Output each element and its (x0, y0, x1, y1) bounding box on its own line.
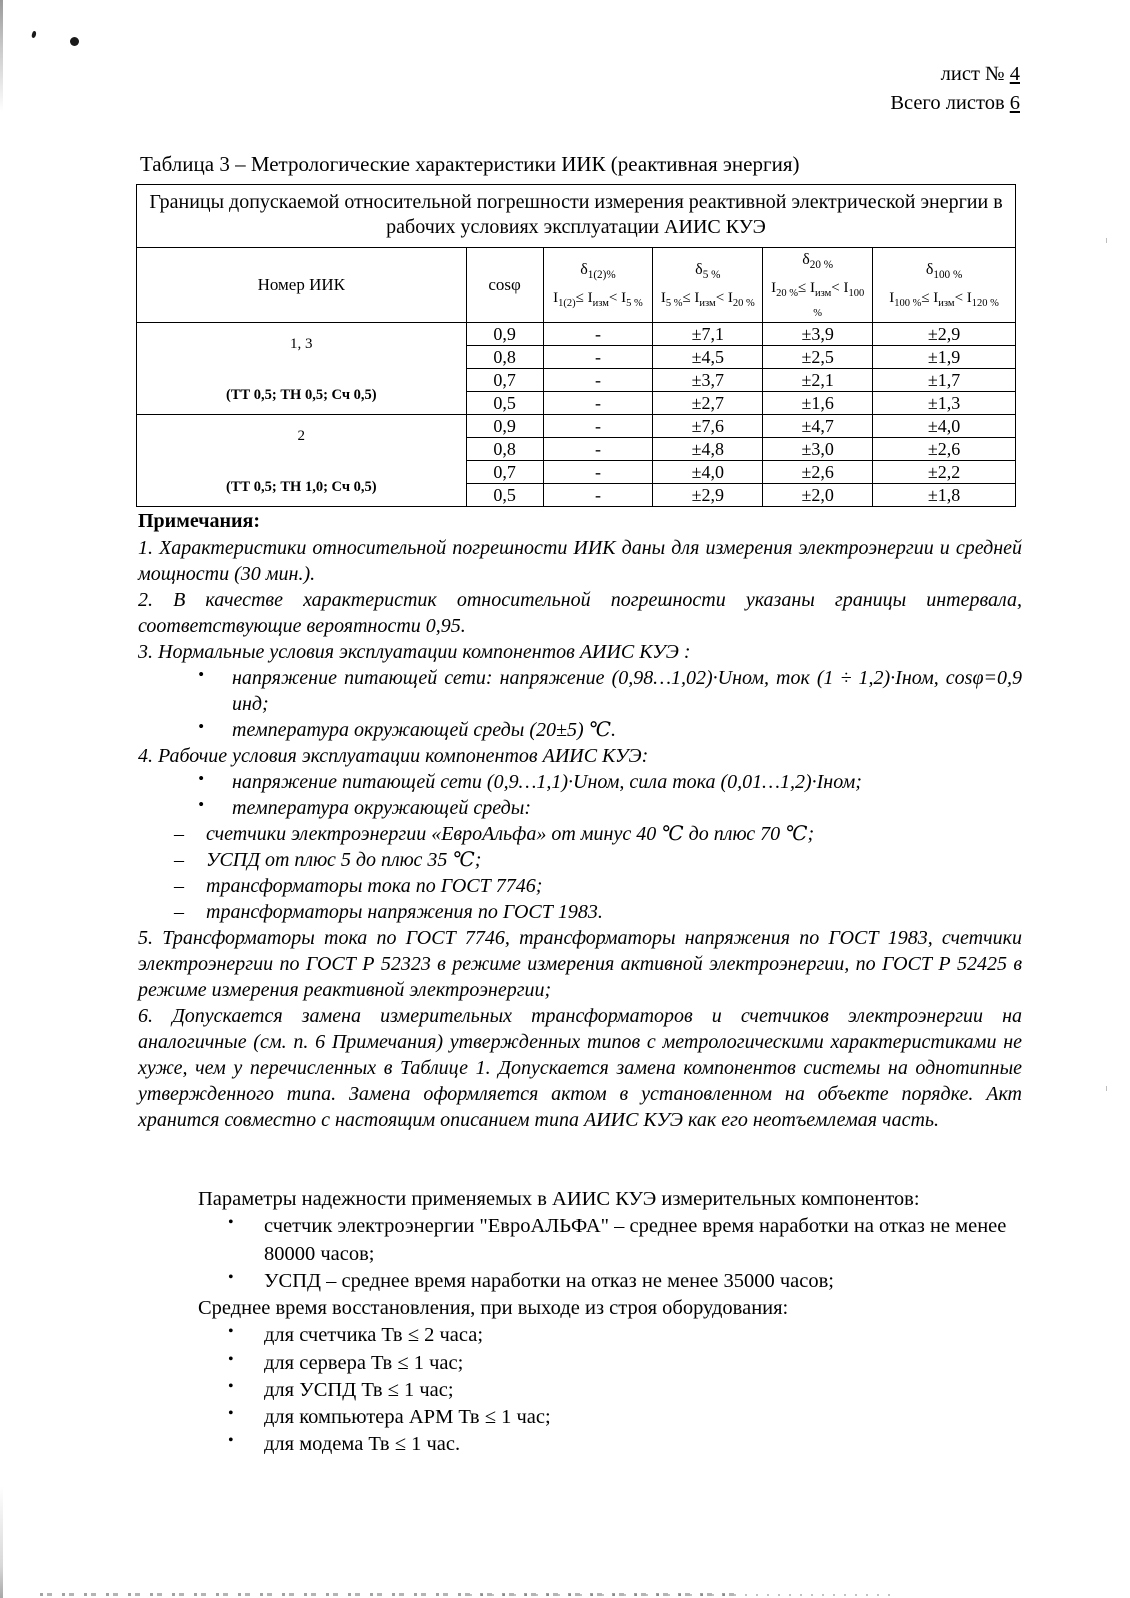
header-delta-5 (653, 248, 763, 323)
note-3-bullet-list (138, 665, 1022, 743)
scan-edge-artifact (0, 0, 3, 1598)
cell-cos: 0,5 (466, 484, 543, 507)
group-number: 2 (297, 427, 306, 444)
note-1: 1. Характеристики относительной погрешности ИИК даны для измерения электроэнергии и средней мощности (30 мин.). (138, 537, 1022, 585)
header-delta-5-symbol: $\delta_{5 \%}$ (695, 261, 721, 282)
header-delta-20-symbol: $\delta_{20 \%}$ (802, 251, 834, 272)
reliability-top-list (198, 1213, 1026, 1295)
header-number (137, 248, 467, 323)
cell-delta-100: ±1,3 (873, 392, 1016, 415)
header-delta-20-range: $I_{20 \%}\le I_{изм}< I_{100 \%}$ (771, 280, 865, 320)
list-item: • для сервера Тв ≤ 1 час; (226, 1350, 1026, 1377)
list-item: – УСПД от плюс 5 до плюс 35 ℃; (172, 847, 1022, 873)
scan-bottom-noise (470, 1594, 890, 1596)
table-title-row (137, 185, 1016, 248)
cell-delta-100: ±2,9 (873, 323, 1016, 346)
metrology-table-wrapper (136, 184, 1016, 507)
cell-delta-1-2: - (543, 369, 653, 392)
cell-delta-20: ±3,0 (763, 438, 873, 461)
list-item: • УСПД – среднее время наработки на отказ не менее 35000 часов; (226, 1268, 1026, 1295)
list-item: • температура окружающей среды: (196, 795, 1022, 821)
sheet-total-value: 6 (1009, 92, 1020, 115)
note-4-bullet-list (138, 769, 1022, 821)
cell-cos: 0,5 (466, 392, 543, 415)
list-item: • для модема Тв ≤ 1 час. (226, 1431, 1026, 1458)
header-delta-20 (763, 248, 873, 323)
sheet-total-label: Всего листов (890, 92, 1010, 115)
header-cos (466, 248, 543, 323)
list-item: – трансформаторы напряжения по ГОСТ 1983. (172, 899, 1022, 925)
header-delta-5-range: $I_{5 \%}\le I_{изм}< I_{20 \%}$ (660, 290, 755, 310)
cell-delta-1-2: - (543, 415, 653, 438)
sheet-number-value: 4 (1009, 63, 1020, 85)
sheet-total-line (890, 89, 1020, 118)
cell-delta-5: ±7,1 (653, 323, 763, 346)
group-spec: (ТТ 0,5; ТН 1,0; Сч 0,5) (226, 479, 377, 496)
table-header-row (137, 248, 1016, 323)
cell-delta-1-2: - (543, 484, 653, 507)
cell-delta-100: ±1,9 (873, 346, 1016, 369)
cell-delta-100: ±1,8 (873, 484, 1016, 507)
cell-cos: 0,9 (466, 323, 543, 346)
list-item: • напряжение питающей сети (0,9…1,1)·Uном, сила тока (0,01…1,2)·Iном; (196, 769, 1022, 795)
cell-delta-100: ±1,7 (873, 369, 1016, 392)
recovery-time-list (198, 1322, 1026, 1458)
cell-delta-20: ±2,1 (763, 369, 873, 392)
cell-delta-5: ±7,6 (653, 415, 763, 438)
cell-delta-1-2: - (543, 392, 653, 415)
header-number-label: Номер ИИК (257, 275, 345, 295)
list-item: • напряжение питающей сети: напряжение (0,98…1,02)·Uном, ток (1 ÷ 1,2)·Iном, cosφ=0,9 инд; (196, 665, 1022, 717)
header-delta-1-2-symbol: $\delta_{1(2)\%}$ (580, 261, 616, 282)
header-delta-1-2 (543, 248, 653, 323)
header-delta-100-range: $I_{100 \%}\le I_{изм}< I_{120 \%}$ (889, 290, 999, 310)
cell-cos: 0,8 (466, 346, 543, 369)
cell-delta-100: ±2,2 (873, 461, 1016, 484)
list-item: – трансформаторы тока по ГОСТ 7746; (172, 873, 1022, 899)
list-item: – счетчики электроэнергии «ЕвроАльфа» от минус 40 ℃ до плюс 70 ℃; (172, 821, 1022, 847)
cell-delta-5: ±4,8 (653, 438, 763, 461)
list-item: • счетчик электроэнергии "ЕвроАЛЬФА" – среднее время наработки на отказ не менее 80000 часов; (226, 1213, 1026, 1268)
scan-tick (1106, 238, 1107, 243)
scan-tick (1106, 1086, 1107, 1091)
scan-speck (70, 37, 79, 46)
table-row (137, 323, 1016, 346)
header-delta-100-symbol: $\delta_{100 \%}$ (925, 261, 963, 282)
header-cos-label: cosφ (488, 275, 521, 295)
note-5: 5. Трансформаторы тока по ГОСТ 7746, трансформаторы напряжения по ГОСТ 1983, счетчики электроэнергии по ГОСТ Р 52323 в режиме измерения активной электроэнергии, по ГОСТ Р 52425 в режиме измерения реактивной электроэнергии; (138, 927, 1022, 1001)
note-4-dash-list (138, 821, 1022, 925)
cell-delta-5: ±2,7 (653, 392, 763, 415)
table-row (137, 415, 1016, 438)
group-spec: (ТТ 0,5; ТН 0,5; Сч 0,5) (226, 387, 377, 404)
list-item: • для компьютера АРМ Тв ≤ 1 час; (226, 1404, 1026, 1431)
cell-delta-20: ±4,7 (763, 415, 873, 438)
cell-delta-20: ±2,5 (763, 346, 873, 369)
group-label-cell (137, 415, 467, 507)
sheet-number-line (890, 60, 1020, 89)
table-caption: Таблица 3 – Метрологические характеристики ИИК (реактивная энергия) (140, 152, 800, 176)
list-item: • для счетчика Тв ≤ 2 часа; (226, 1322, 1026, 1349)
cell-delta-1-2: - (543, 323, 653, 346)
list-item: • для УСПД Тв ≤ 1 час; (226, 1377, 1026, 1404)
cell-delta-5: ±4,5 (653, 346, 763, 369)
header-delta-1-2-range: $I_{1(2)}\le I_{изм}< I_{5 \%}$ (553, 290, 643, 310)
note-2: 2. В качестве характеристик относительной погрешности указаны границы интервала, соответствующие вероятности 0,95. (138, 589, 1022, 637)
header-delta-100 (873, 248, 1016, 323)
list-item: • температура окружающей среды (20±5) ℃. (196, 717, 1022, 743)
cell-delta-5: ±2,9 (653, 484, 763, 507)
cell-cos: 0,7 (466, 369, 543, 392)
note-4: 4. Рабочие условия эксплуатации компонентов АИИС КУЭ: (138, 745, 649, 767)
group-label-cell (137, 323, 467, 415)
cell-cos: 0,9 (466, 415, 543, 438)
cell-cos: 0,7 (466, 461, 543, 484)
cell-delta-5: ±4,0 (653, 461, 763, 484)
cell-delta-20: ±1,6 (763, 392, 873, 415)
cell-delta-1-2: - (543, 461, 653, 484)
cell-delta-5: ±3,7 (653, 369, 763, 392)
cell-delta-20: ±2,0 (763, 484, 873, 507)
reliability-section (198, 1186, 1026, 1459)
cell-delta-20: ±2,6 (763, 461, 873, 484)
notes-section (138, 508, 1022, 1133)
metrology-table (136, 184, 1016, 507)
cell-delta-100: ±4,0 (873, 415, 1016, 438)
sheet-number-label: лист № (940, 63, 1010, 85)
note-6: 6. Допускается замена измерительных трансформаторов и счетчиков электроэнергии на аналогичные (см. п. 6 Примечания) утвержденных типов с метрологическими характеристиками не хуже, чем у перечисленных в Таблице 1. Допускается замена компонентов системы на однотипные утвержденного типа. Замена оформляется актом в установленном на объекте порядке. Акт хранится совместно с настоящим описанием типа АИИС КУЭ как его неотъемлемая часть. (138, 1005, 1022, 1131)
cell-delta-1-2: - (543, 438, 653, 461)
recovery-time-lead: Среднее время восстановления, при выходе из строя оборудования: (198, 1297, 789, 1319)
notes-title: Примечания: (138, 510, 261, 532)
cell-delta-1-2: - (543, 346, 653, 369)
note-3: 3. Нормальные условия эксплуатации компонентов АИИС КУЭ : (138, 641, 691, 663)
reliability-lead: Параметры надежности применяемых в АИИС КУЭ измерительных компонентов: (198, 1188, 920, 1210)
scan-speck (31, 31, 37, 39)
table-title: Границы допускаемой относительной погрешности измерения реактивной электрической энергии в рабочих условиях эксплуатации АИИС КУЭ (137, 185, 1016, 248)
cell-cos: 0,8 (466, 438, 543, 461)
cell-delta-100: ±2,6 (873, 438, 1016, 461)
cell-delta-20: ±3,9 (763, 323, 873, 346)
sheet-number-header (890, 60, 1020, 118)
group-number: 1, 3 (290, 335, 313, 352)
